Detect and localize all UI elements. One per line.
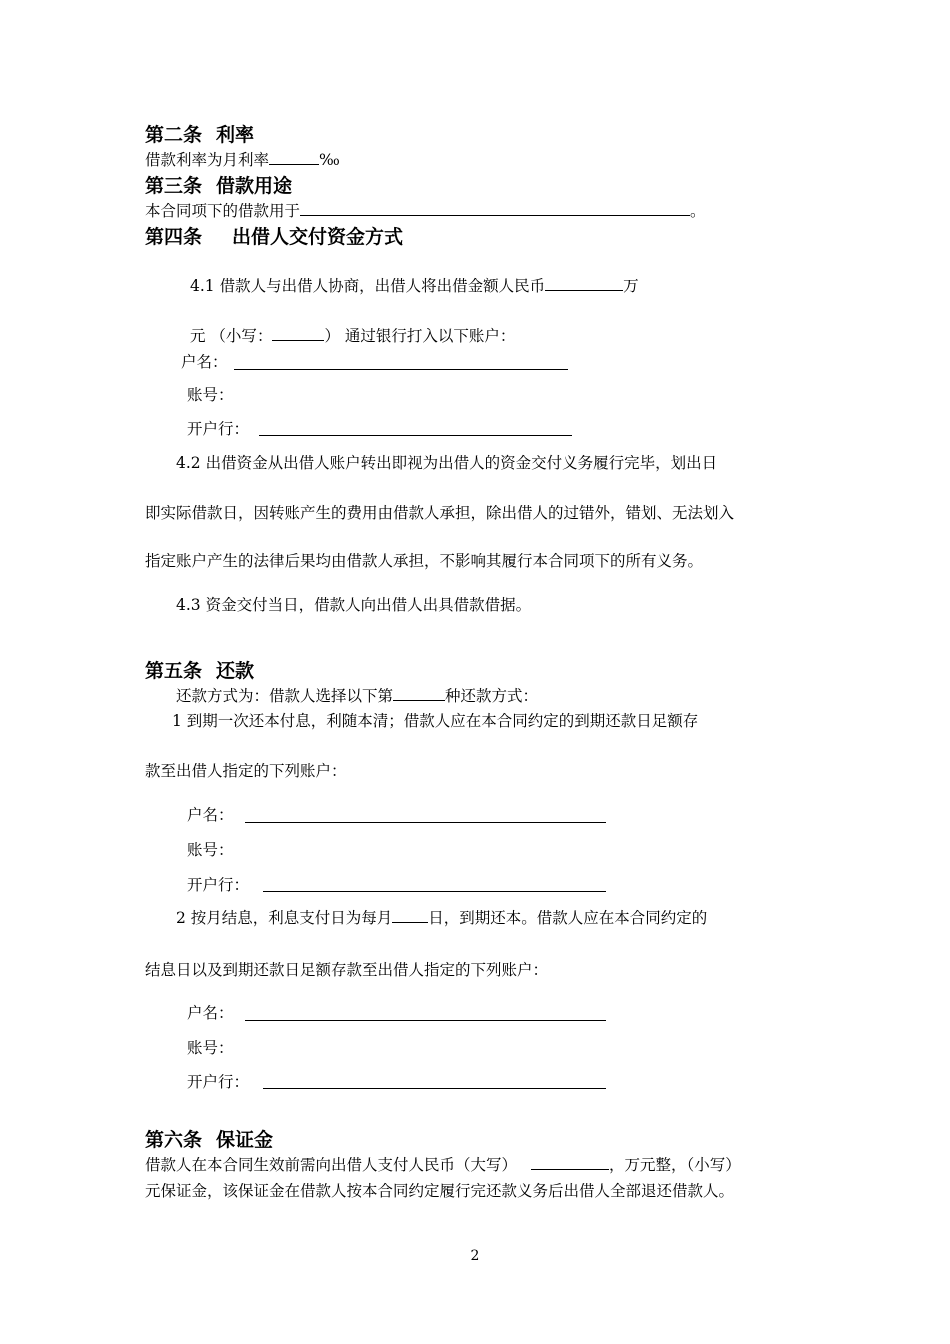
repayment-method-line: [176, 686, 538, 706]
loan-amount-wan-blank[interactable]: [545, 276, 623, 291]
clause-4-1-line-2: [190, 326, 515, 346]
article-6-number: 第六条: [145, 1129, 203, 1151]
deposit-suffix: ，万元整，（小写）: [609, 1156, 741, 1174]
bank-transfer-text: ） 通过银行打入以下账户：: [324, 327, 516, 345]
page-number: 2: [470, 1248, 480, 1264]
clause-4-1-text: 4.1 借款人与出借人协商，出借人将出借金额人民币: [190, 277, 546, 295]
repay-account-name-label: 户名：: [187, 806, 234, 824]
article-5-heading: [145, 659, 254, 683]
clause-4-2-line-3: 指定账户产生的法律后果均由借款人承担，不影响其履行本合同项下的所有义务。: [145, 552, 704, 570]
repay-bank-field[interactable]: [263, 891, 606, 892]
option-2-line-1: [176, 908, 707, 928]
loan-purpose-period: 。: [690, 202, 706, 220]
article-5-title: 还款: [216, 660, 255, 682]
option-2-suffix: 日，到期还本。借款人应在本合同约定的: [428, 909, 708, 927]
repay2-bank-label: 开户行：: [187, 1073, 250, 1091]
clause-4-2-line-1: 4.2 出借资金从出借人账户转出即视为出借人的资金交付义务履行完毕，划出日: [176, 454, 718, 472]
loan-purpose-line: [145, 201, 706, 221]
article-2-title: 利率: [216, 124, 255, 146]
interest-day-blank[interactable]: [392, 908, 428, 923]
lowercase-colon: ：: [256, 327, 273, 345]
repay-bank-label: 开户行：: [187, 876, 250, 894]
wan-unit: 万: [623, 277, 639, 295]
lender-bank-label: 开户行：: [187, 420, 250, 438]
lender-account-number-label: 账号：: [187, 386, 234, 404]
lender-account-name-field[interactable]: [234, 369, 568, 370]
article-2-heading: [145, 123, 254, 147]
repay2-bank-field[interactable]: [263, 1088, 606, 1089]
loan-purpose-blank[interactable]: [300, 201, 690, 216]
article-3-heading: [145, 174, 292, 198]
clause-4-3-line: 4.3 资金交付当日，借款人向出借人出具借款借据。: [176, 596, 532, 614]
deposit-line-1: [145, 1155, 741, 1175]
article-4-heading: [145, 225, 403, 249]
article-4-number: 第四条: [145, 226, 203, 248]
option-1-line-2: 款至出借人指定的下列账户：: [145, 762, 347, 780]
option-2-text: 2 按月结息，利息支付日为每月: [176, 909, 393, 927]
deposit-line-2: 元保证金，该保证金在借款人按本合同约定履行完还款义务后出借人全部退还借款人。: [145, 1182, 735, 1200]
repay2-account-name-field[interactable]: [245, 1020, 606, 1021]
repay-account-number-label: 账号：: [187, 841, 234, 859]
article-3-title: 借款用途: [216, 175, 293, 197]
lender-account-name-label: 户名：: [181, 353, 228, 371]
repayment-method-suffix: 种还款方式：: [445, 687, 539, 705]
loan-purpose-text: 本合同项下的借款用于: [145, 202, 301, 220]
article-3-number: 第三条: [145, 175, 203, 197]
deposit-amount-blank[interactable]: [531, 1155, 609, 1170]
clause-4-2-line-2: 即实际借款日，因转账产生的费用由借款人承担，除出借人的过错外，错划、无法划入: [145, 504, 735, 522]
deposit-text: 借款人在本合同生效前需向出借人支付人民币（大写）: [145, 1156, 518, 1174]
lender-bank-field[interactable]: [259, 435, 572, 436]
permille-sign: ‰: [319, 151, 340, 169]
repay2-account-number-label: 账号：: [187, 1039, 234, 1057]
interest-rate-blank[interactable]: [269, 150, 319, 165]
article-5-number: 第五条: [145, 660, 203, 682]
option-1-line-1: 1 到期一次还本付息，利随本清；借款人应在本合同约定的到期还款日足额存: [172, 712, 699, 730]
repay2-account-name-label: 户名：: [187, 1004, 234, 1022]
article-6-heading: [145, 1128, 273, 1152]
article-2-number: 第二条: [145, 124, 203, 146]
option-2-line-2: 结息日以及到期还款日足额存款至出借人指定的下列账户：: [145, 961, 549, 979]
repayment-method-text: 还款方式为：借款人选择以下第: [176, 687, 394, 705]
repay-account-name-field[interactable]: [245, 822, 606, 823]
amount-lowercase-label: 元 （小写: [190, 327, 257, 345]
interest-rate-text: 借款利率为月利率: [145, 151, 270, 169]
repayment-option-blank[interactable]: [393, 686, 445, 701]
interest-rate-line: [145, 150, 340, 170]
article-6-title: 保证金: [216, 1129, 274, 1151]
loan-amount-lowercase-blank[interactable]: [272, 326, 324, 341]
article-4-title: 出借人交付资金方式: [232, 226, 404, 248]
clause-4-1-line-1: [190, 276, 639, 296]
